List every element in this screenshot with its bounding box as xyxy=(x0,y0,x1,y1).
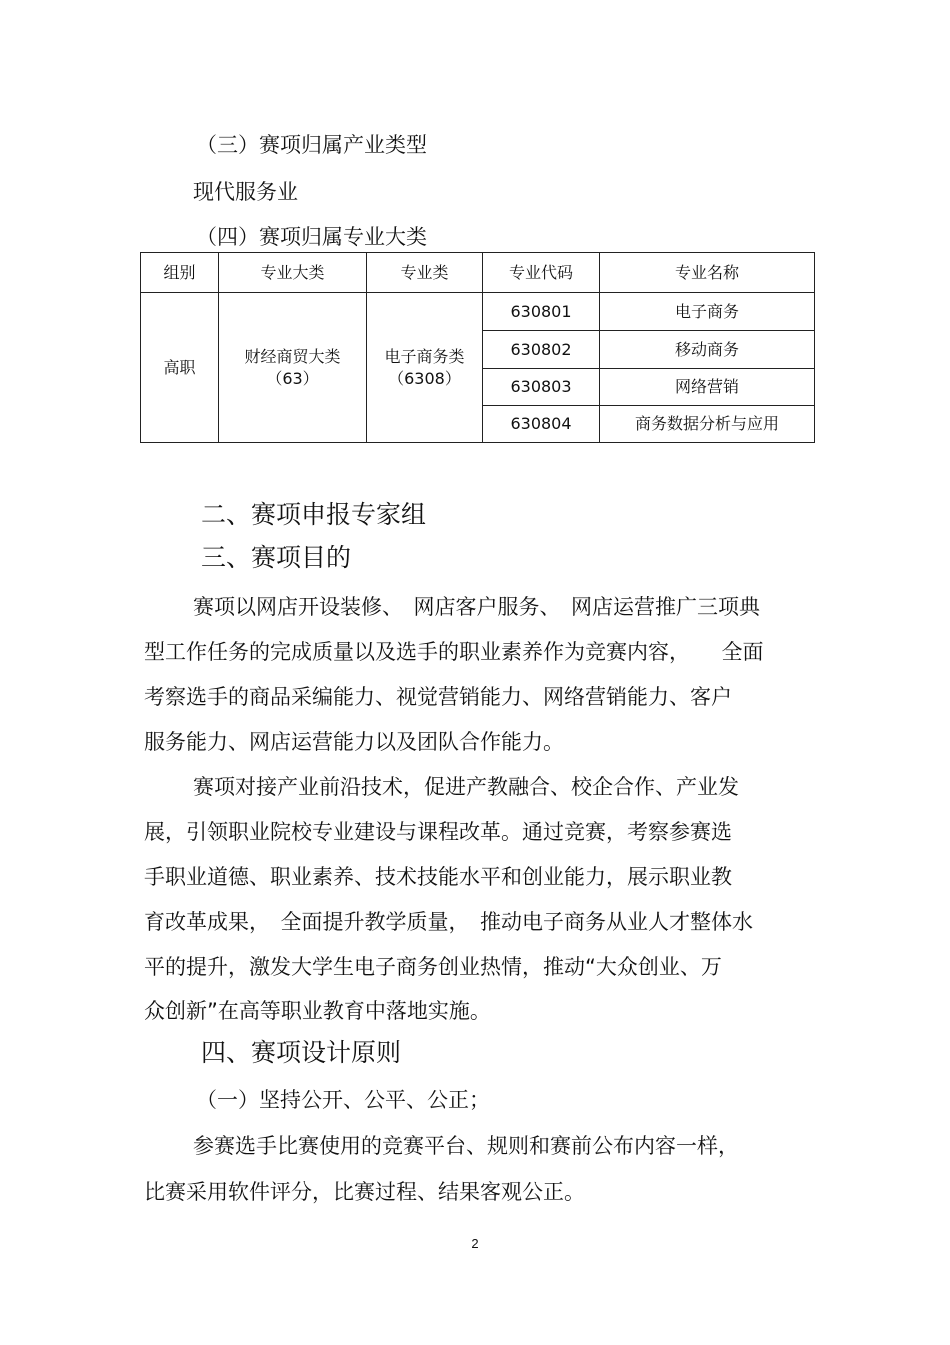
header-cell: 专业代码 xyxy=(483,253,600,293)
purpose-p2-line: 手职业道德、职业素养、技术技能水平和创业能力，展示职业教 xyxy=(144,865,732,889)
major-name-cell: 移动商务 xyxy=(600,331,815,369)
section-4-heading: （四）赛项归属专业大类 xyxy=(196,225,427,249)
principle-1-line: 比赛采用软件评分，比赛过程、结果客观公正。 xyxy=(144,1180,585,1204)
major-code-cell: 630801 xyxy=(483,293,600,331)
section-3-body: 现代服务业 xyxy=(193,180,298,204)
header-cell: 专业名称 xyxy=(600,253,815,293)
purpose-p1-line: 考察选手的商品采编能力、视觉营销能力、网络营销能力、客户 xyxy=(144,685,732,709)
table-header-row xyxy=(141,253,815,293)
header-cell: 专业大类 xyxy=(219,253,367,293)
major-name-cell: 电子商务 xyxy=(600,293,815,331)
category-code: （63） xyxy=(266,368,319,388)
purpose-p2-line: 众创新”在高等职业教育中落地实施。 xyxy=(144,999,491,1023)
page-number: 2 xyxy=(471,1236,479,1251)
subcategory-name: 电子商务类 xyxy=(384,346,465,366)
section-3-heading: （三）赛项归属产业类型 xyxy=(196,133,427,157)
major-category-table xyxy=(140,252,815,443)
heading-purpose: 三、赛项目的 xyxy=(201,543,352,572)
principle-1-heading: （一）坚持公开、公平、公正； xyxy=(196,1088,490,1112)
purpose-p1-line: 服务能力、网店运营能力以及团队合作能力。 xyxy=(144,730,564,754)
group-cell: 高职 xyxy=(141,293,219,443)
subcategory-cell xyxy=(367,293,483,443)
heading-expert-group: 二、赛项申报专家组 xyxy=(201,500,427,529)
major-code-cell: 630803 xyxy=(483,369,600,406)
major-name-cell: 商务数据分析与应用 xyxy=(600,406,815,443)
purpose-p2-line: 育改革成果， 全面提升教学质量， 推动电子商务从业人才整体水 xyxy=(144,910,753,934)
subcategory-code: （6308） xyxy=(388,368,461,388)
header-cell: 组别 xyxy=(141,253,219,293)
purpose-p2-line: 赛项对接产业前沿技术，促进产教融合、校企合作、产业发 xyxy=(193,775,739,799)
major-code-cell: 630802 xyxy=(483,331,600,369)
principle-1-line: 参赛选手比赛使用的竞赛平台、规则和赛前公布内容一样， xyxy=(193,1134,739,1158)
heading-design-principles: 四、赛项设计原则 xyxy=(201,1038,402,1067)
category-cell xyxy=(219,293,367,443)
major-code-cell: 630804 xyxy=(483,406,600,443)
purpose-p2-line: 平的提升，激发大学生电子商务创业热情，推动“大众创业、万 xyxy=(144,955,722,979)
header-cell: 专业类 xyxy=(367,253,483,293)
purpose-p1-line: 型工作任务的完成质量以及选手的职业素养作为竞赛内容， 全面 xyxy=(144,640,764,664)
purpose-p1-line: 赛项以网店开设装修、 网店客户服务、 网店运营推广三项典 xyxy=(193,595,760,619)
major-name-cell: 网络营销 xyxy=(600,369,815,406)
category-name: 财经商贸大类 xyxy=(244,346,341,366)
table-row xyxy=(141,293,815,331)
purpose-p2-line: 展，引领职业院校专业建设与课程改革。通过竞赛，考察参赛选 xyxy=(144,820,732,844)
